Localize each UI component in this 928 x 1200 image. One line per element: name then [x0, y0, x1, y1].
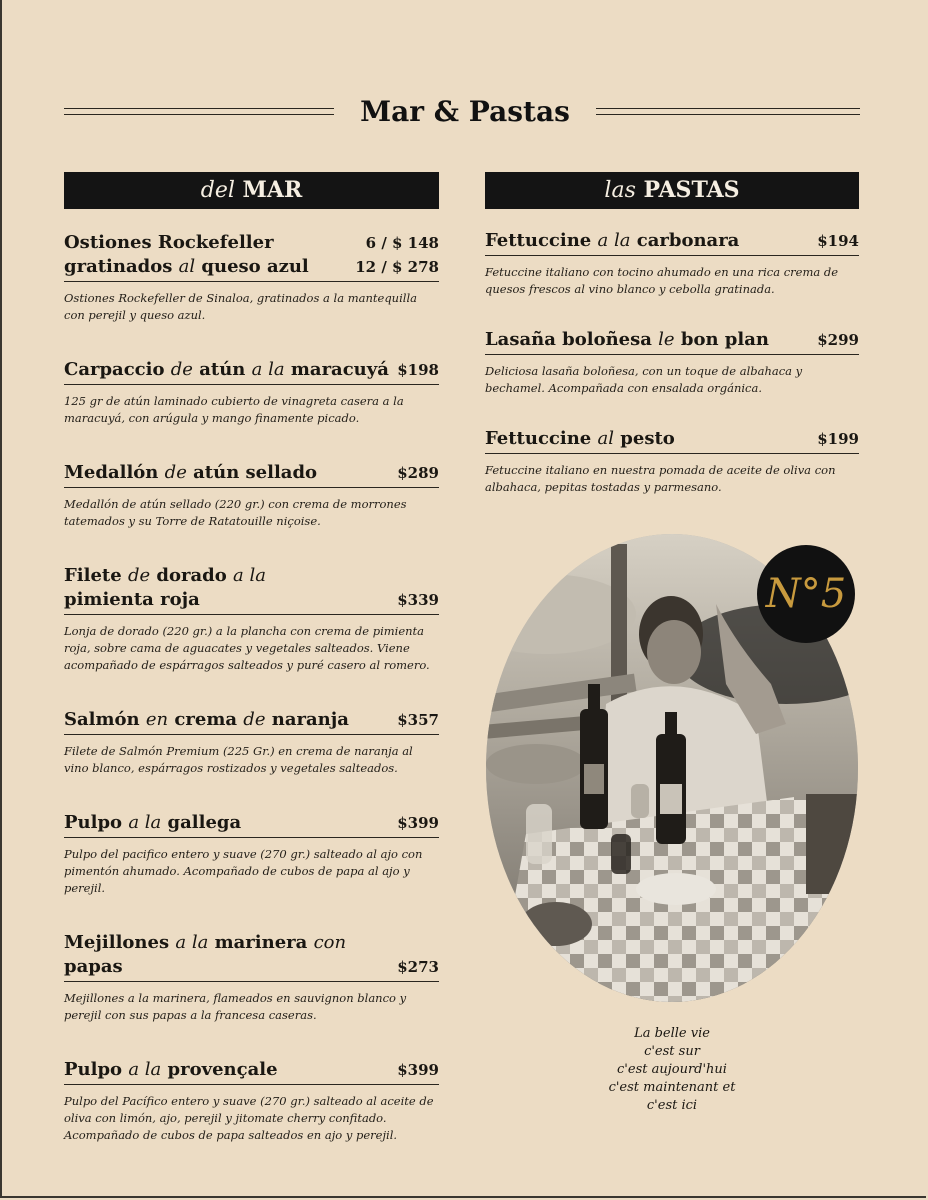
- section-header-mar: [64, 172, 439, 209]
- title-rule-left: [64, 108, 334, 115]
- menu-item-description: Mejillones a la marinera, flameados en sauvignon blanco y perejil con sus papas a la francesa caseras.: [64, 991, 407, 1022]
- name-part: con: [313, 932, 347, 953]
- menu-item-head: [485, 229, 859, 256]
- menu-item-price: $399: [397, 1061, 439, 1079]
- name-part: carbonara: [630, 230, 740, 251]
- menu-item-head: [64, 931, 439, 982]
- name-part: de: [127, 565, 151, 586]
- menu-item-name: [64, 564, 266, 612]
- menu-item: [64, 708, 439, 777]
- menu-item-head: [64, 358, 439, 385]
- menu-item: [64, 564, 439, 674]
- menu-item: [485, 328, 859, 397]
- menu-item-price: $199: [817, 430, 859, 448]
- name-part: Salmón: [64, 709, 146, 730]
- menu-item-price: $194: [817, 232, 859, 250]
- menu-item-head: [485, 328, 859, 355]
- name-part: a la: [251, 359, 285, 380]
- menu-item-description: 125 gr de atún laminado cubierto de vinagreta casera a la maracuyá, con arúgula y mango finamente picado.: [64, 394, 404, 425]
- name-part: de: [170, 359, 193, 380]
- menu-item-description: Medallón de atún sellado (220 gr.) con crema de morrones tatemados y su Torre de Ratatouille niçoise.: [64, 497, 407, 528]
- menu-item-price: $273: [397, 958, 439, 976]
- name-part: a la: [597, 230, 631, 251]
- pastas-column: [485, 172, 859, 496]
- section-label: PASTAS: [643, 177, 740, 203]
- quote-line: c'est sur: [644, 1044, 700, 1059]
- name-part: a la: [128, 1059, 162, 1080]
- badge-text: N°5: [765, 571, 847, 617]
- menu-item-head: [64, 1058, 439, 1085]
- name-part: Carpaccio: [64, 359, 171, 380]
- name-part: papas: [64, 956, 123, 977]
- section-header-pastas: [485, 172, 859, 209]
- name-part: al: [597, 428, 615, 449]
- menu-item: [64, 1058, 439, 1144]
- name-part: queso azul: [195, 256, 309, 277]
- name-part: Pulpo: [64, 1059, 129, 1080]
- menu-item-price: $299: [817, 331, 859, 349]
- title-rule-right: [596, 108, 860, 115]
- name-part: crema: [168, 709, 244, 730]
- name-part: marinera: [208, 932, 314, 953]
- name-part: a la: [233, 565, 266, 586]
- section-prefix: las: [604, 178, 636, 203]
- menu-item-description: Lonja de dorado (220 gr.) a la plancha con crema de pimienta roja, sobre cama de aguacates y vegetales salteados. Viene acompañado de espárragos salteados y puré casero al romero.: [64, 624, 430, 672]
- price-line: 12 / $ 278: [355, 258, 439, 276]
- menu-item-description: Deliciosa lasaña boloñesa, con un toque de albahaca y bechamel. Acompañada con ensalada orgánica.: [485, 364, 803, 395]
- name-part: provençale: [161, 1059, 278, 1080]
- name-part: gallega: [161, 812, 242, 833]
- menu-item-name: [64, 1058, 278, 1082]
- menu-item-name: [64, 358, 389, 382]
- name-part: atún: [192, 359, 252, 380]
- name-part: Filete: [64, 565, 128, 586]
- name-part: dorado: [150, 565, 234, 586]
- name-part: Pulpo: [64, 812, 129, 833]
- name-part: atún sellado: [186, 462, 318, 483]
- menu-item-price: [355, 231, 439, 279]
- menu-item-name: [485, 229, 739, 253]
- name-part: pesto: [614, 428, 675, 449]
- menu-item-price: $399: [397, 814, 439, 832]
- menu-item-name: [64, 811, 241, 835]
- menu-item-price: $339: [397, 591, 439, 609]
- name-part: bon plan: [674, 329, 769, 350]
- name-part: de: [164, 462, 187, 483]
- menu-item-head: [64, 708, 439, 735]
- menu-item-head: [64, 564, 439, 615]
- menu-item: [64, 231, 439, 324]
- menu-title: Mar & Pastas: [360, 95, 570, 128]
- menu-item-head: [64, 461, 439, 488]
- name-part: maracuyá: [284, 359, 389, 380]
- title-row: [64, 92, 860, 132]
- menu-item-name: [64, 461, 317, 485]
- menu-item: [64, 461, 439, 530]
- quote-line: c'est ici: [646, 1098, 698, 1113]
- menu-item-description: Fetuccine italiano con tocino ahumado en una rica crema de quesos frescos al vino blanco y cebolla gratinada.: [485, 265, 839, 296]
- menu-item-head: [485, 427, 859, 454]
- menu-item: [64, 811, 439, 897]
- menu-item-description: Filete de Salmón Premium (225 Gr.) en crema de naranja al vino blanco, espárragos rostizados y vegetales salteados.: [64, 744, 413, 775]
- mar-column: [64, 172, 439, 1144]
- name-part: a la: [175, 932, 209, 953]
- menu-item-price: $198: [397, 361, 439, 379]
- menu-item-description: Pulpo del pacifico entero y suave (270 gr.) salteado al ajo con pimentón ahumado. Acompañado de cubos de papa al ajo y perejil.: [64, 847, 423, 895]
- menu-item-name: [64, 931, 397, 979]
- quote-line: c'est aujourd'hui: [617, 1062, 727, 1077]
- menu-item-name: [64, 231, 309, 279]
- menu-item-price: $289: [397, 464, 439, 482]
- menu-item-description: Fetuccine italiano en nuestra pomada de aceite de oliva con albahaca, pepitas tostadas y parmesano.: [485, 463, 836, 494]
- name-part: le: [658, 329, 675, 350]
- quote-line: c'est maintenant et: [608, 1080, 736, 1095]
- menu-item-price: $357: [397, 711, 439, 729]
- quote: [560, 1025, 784, 1115]
- menu-item-head: [64, 811, 439, 838]
- name-part: gratinados: [64, 256, 179, 277]
- name-part: en: [145, 709, 169, 730]
- name-part: Fettuccine: [485, 428, 598, 449]
- menu-item-name: [485, 328, 769, 352]
- menu-item: [64, 931, 439, 1024]
- name-part: naranja: [265, 709, 349, 730]
- section-label: MAR: [242, 177, 303, 203]
- section-prefix: del: [200, 178, 235, 203]
- menu-item-head: [64, 231, 439, 282]
- menu-item: [485, 229, 859, 298]
- name-part: Lasaña boloñesa: [485, 329, 659, 350]
- menu-item-name: [64, 708, 349, 732]
- name-part: pimienta roja: [64, 589, 200, 610]
- name-part: Ostiones Rockefeller: [64, 232, 274, 253]
- name-part: Medallón: [64, 462, 165, 483]
- menu-item: [485, 427, 859, 496]
- menu-item-description: Ostiones Rockefeller de Sinaloa, gratinados a la mantequilla con perejil y queso azul.: [64, 291, 417, 322]
- menu-item-name: [485, 427, 675, 451]
- price-line: 6 / $ 148: [365, 234, 439, 252]
- name-part: Mejillones: [64, 932, 176, 953]
- quote-line: La belle vie: [634, 1026, 710, 1041]
- menu-item-description: Pulpo del Pacífico entero y suave (270 gr.) salteado al aceite de oliva con limón, ajo, perejil y jitomate cherry confitado. Acompañado de cubos de papa salteados en ajo y perejil.: [64, 1094, 434, 1142]
- name-part: de: [243, 709, 266, 730]
- name-part: Fettuccine: [485, 230, 598, 251]
- name-part: al: [178, 256, 196, 277]
- menu-item: [64, 358, 439, 427]
- badge-no5: [757, 545, 855, 643]
- name-part: a la: [128, 812, 162, 833]
